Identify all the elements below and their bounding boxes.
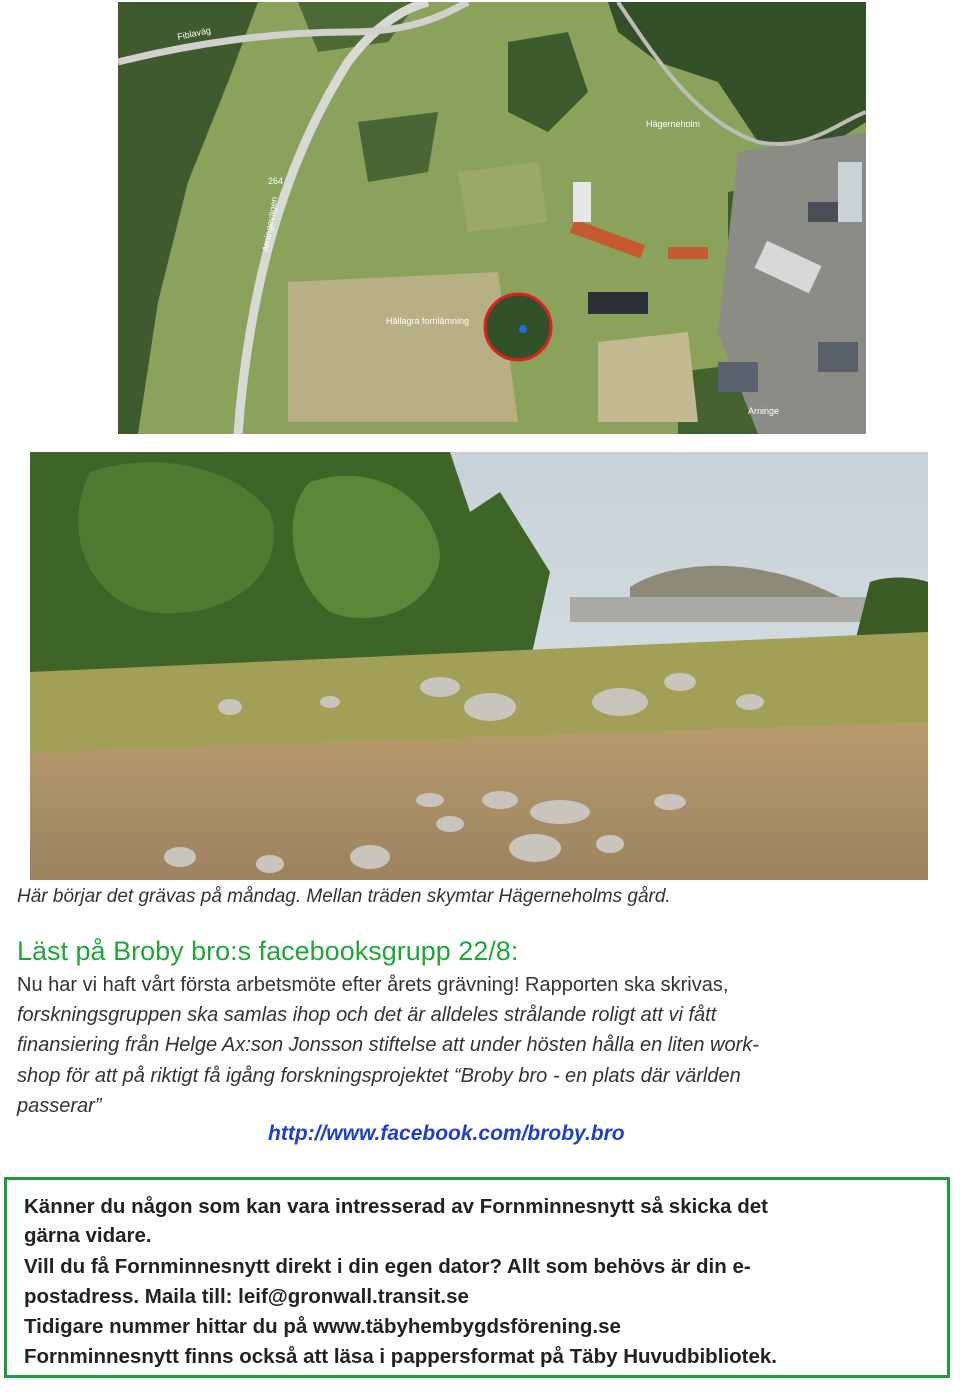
notice-line-4: postadress. Maila till: leif@gronwall.transit.se <box>24 1285 469 1308</box>
map-label-road-name-2: Fiblaväg <box>176 25 212 42</box>
map-label-fornlamning: Hällagra fornlämning <box>386 316 470 326</box>
article-line-5: passerar” <box>17 1094 102 1117</box>
article-line-3: finansiering från Helge Ax:son Jonsson stiftelse att under hösten hålla en liten work- <box>17 1034 759 1057</box>
notice-line-3: Vill du få Fornminnesnytt direkt i din egen dator? Allt som behövs är din e- <box>24 1255 751 1278</box>
article-body <box>17 970 947 1121</box>
subscription-notice-box <box>4 1177 950 1378</box>
map-label-hagerneholm: Hägerneholm <box>646 119 701 129</box>
notice-line-6: Fornminnesnytt finns också att läsa i pappersformat på Täby Huvudbibliotek. <box>24 1345 777 1368</box>
notice-line-1: Känner du någon som kan vara intresserad av Fornminnesnytt så skicka det <box>24 1195 768 1218</box>
excavation-site-photo <box>30 452 928 880</box>
facebook-link[interactable]: http://www.facebook.com/broby.bro <box>268 1122 625 1145</box>
map-label-road-name-1: Arningevägen <box>260 195 280 253</box>
aerial-map-image <box>118 2 866 434</box>
article-line-1: Nu har vi haft vårt första arbetsmöte efter årets grävning! Rapporten ska skrivas, <box>17 974 729 996</box>
notice-line-5: Tidigare nummer hittar du på www.täbyhembygdsförening.se <box>24 1315 621 1338</box>
photo-caption: Här börjar det grävas på måndag. Mellan träden skymtar Hägerneholms gård. <box>17 886 671 907</box>
map-label-road: 264 <box>268 176 284 186</box>
article-line-2: forskningsgruppen ska samlas ihop och det är alldeles strålande roligt att vi fått <box>17 1004 717 1027</box>
article-heading: Läst på Broby bro:s facebooksgrupp 22/8: <box>17 936 519 966</box>
article-line-4: shop för att på riktigt få igång forskningsprojektet “Broby bro - en plats där världen <box>17 1064 741 1087</box>
notice-line-2: gärna vidare. <box>24 1224 152 1247</box>
map-label-arninge: Arninge <box>748 406 780 416</box>
